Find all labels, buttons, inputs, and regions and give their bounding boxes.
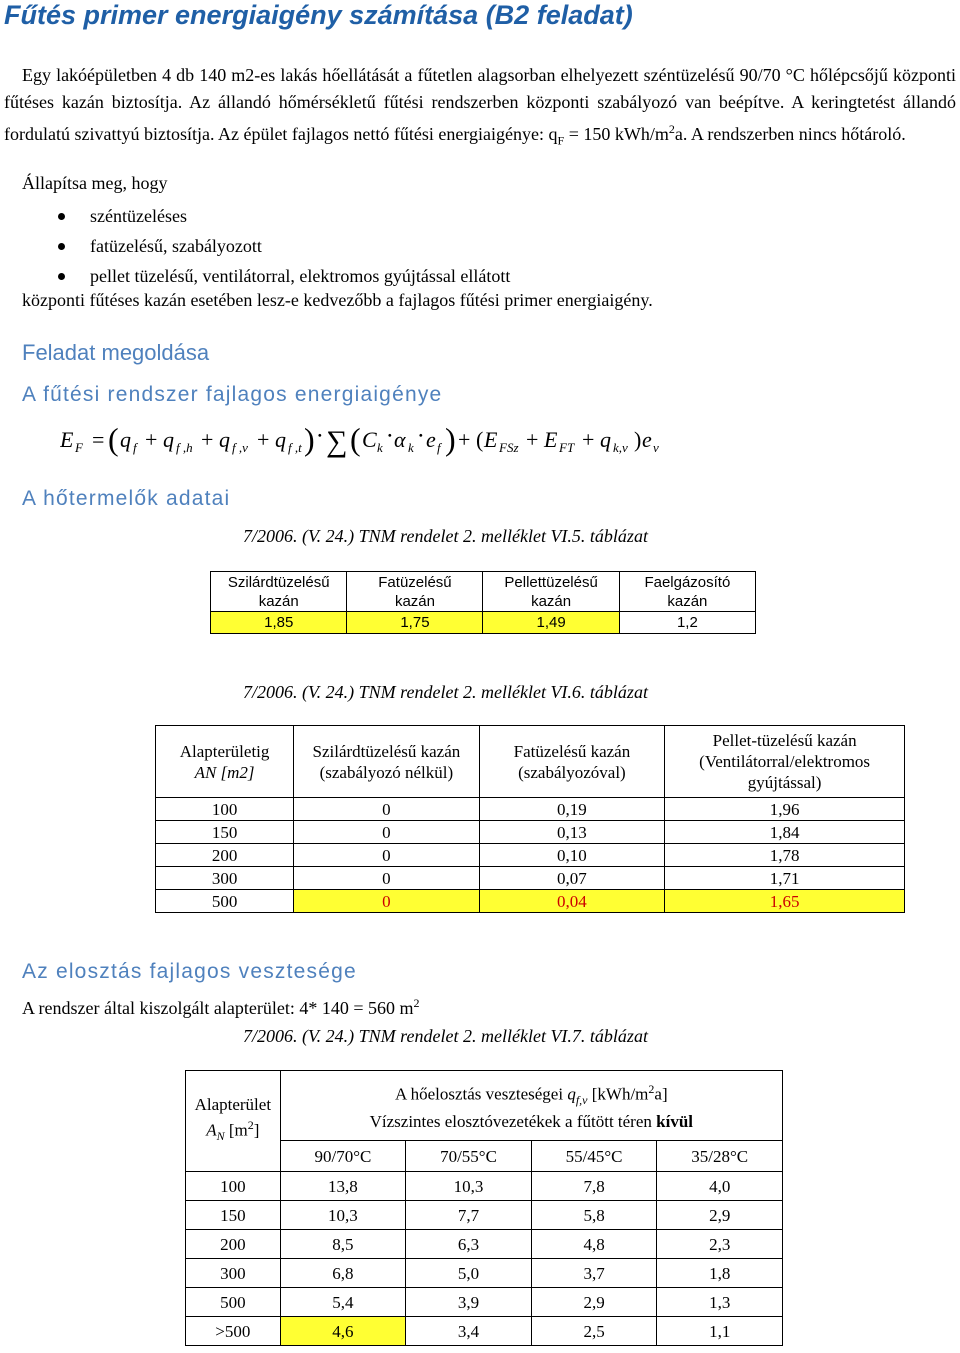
table-cell: 150 xyxy=(156,821,294,844)
table-cell: 7,7 xyxy=(406,1201,532,1230)
svg-text:q: q xyxy=(275,427,286,452)
table-cell: 3,9 xyxy=(406,1288,532,1317)
table-header-cell: Pellet-tüzelésű kazán (Ventilátorral/elektromos gyújtással) xyxy=(665,726,905,798)
svg-text:f ,t: f ,t xyxy=(288,440,302,455)
svg-text:e: e xyxy=(642,427,652,452)
table-cell: 200 xyxy=(186,1230,281,1259)
table-header-cell: Fatüzelésű kazán xyxy=(347,572,483,612)
svg-text:E: E xyxy=(544,427,558,452)
table-header-cell: Alapterület $A_N$ $[m^2]$ xyxy=(186,1071,281,1172)
intro-paragraph xyxy=(4,62,956,155)
table-header-cell: Alapterületig AN [m2] xyxy=(156,726,294,798)
table-header-cell: Fatüzelésű kazán (szabályozóval) xyxy=(479,726,665,798)
table-row xyxy=(156,867,905,890)
table-cell: 6,3 xyxy=(406,1230,532,1259)
svg-text:f ,v: f ,v xyxy=(232,440,248,455)
svg-text:f ,h: f ,h xyxy=(176,440,193,455)
q-superscript: 2 xyxy=(668,122,675,136)
q-subscript: F xyxy=(557,133,565,148)
svg-text:q: q xyxy=(600,427,611,452)
table-header-cell: Szilárdtüzelésű kazán (szabályozó nélkül) xyxy=(294,726,480,798)
table-cell: 100 xyxy=(186,1172,281,1201)
table-row xyxy=(186,1230,783,1259)
table-cell: 8,5 xyxy=(280,1230,406,1259)
table-cell: 500 xyxy=(186,1288,281,1317)
table-cell: 1,8 xyxy=(657,1259,783,1288)
svg-text:=: = xyxy=(92,427,105,452)
svg-text:): ) xyxy=(304,421,315,457)
table-cell: 4,8 xyxy=(531,1230,657,1259)
table-cell: 2,9 xyxy=(531,1288,657,1317)
svg-text:⋅: ⋅ xyxy=(386,423,394,448)
table-cell: 0,10 xyxy=(479,844,665,867)
q-tail: a. A rendszerben nincs hőtároló. xyxy=(674,124,906,144)
table-cell: 500 xyxy=(156,890,294,913)
svg-text:f: f xyxy=(133,440,137,455)
svg-text:q: q xyxy=(120,427,131,452)
table-cell: 1,85 xyxy=(211,612,347,634)
table-header-cell: 90/70°C xyxy=(280,1141,406,1172)
table-cell: 1,71 xyxy=(665,867,905,890)
svg-text:FT: FT xyxy=(559,440,575,455)
svg-text:+: + xyxy=(257,427,270,452)
svg-text:E: E xyxy=(60,427,74,452)
table-cell: 1,65 xyxy=(665,890,905,913)
table-cell: 1,78 xyxy=(665,844,905,867)
table-cell: 200 xyxy=(156,844,294,867)
table-cell: 0,13 xyxy=(479,821,665,844)
table-cell: 1,84 xyxy=(665,821,905,844)
table-header-cell: Faelgázosító kazán xyxy=(619,572,755,612)
table-caption-vi6: 7/2006. (V. 24.) TNM rendelet 2. melléklet VI.6. táblázat xyxy=(243,682,648,702)
svg-text:f: f xyxy=(437,440,441,455)
section-heading-distribution: Az elosztás fajlagos vesztesége xyxy=(22,960,357,983)
svg-text:+: + xyxy=(145,427,158,452)
energy-formula xyxy=(60,418,720,468)
served-area-text: A rendszer által kiszolgált alapterület: 4* 140 = 560 $m^2$ xyxy=(22,996,420,1018)
table-cell: 1,1 xyxy=(657,1317,783,1346)
table-cell: 3,4 xyxy=(406,1317,532,1346)
svg-text:+: + xyxy=(582,427,595,452)
table-group-header: A hőelosztás veszteségei $q_{f,v}$ $[kWh/m^2a]$ Vízszintes elosztóvezetékek a fűtött téren kívül xyxy=(280,1071,782,1141)
table-cell: 150 xyxy=(186,1201,281,1230)
table-header-cell: 55/45°C xyxy=(531,1141,657,1172)
table-caption-vi5: 7/2006. (V. 24.) TNM rendelet 2. melléklet VI.5. táblázat xyxy=(243,526,648,546)
page-title: Fűtés primer energiaigény számítása (B2 feladat) xyxy=(4,0,633,30)
question-closing: központi fűtéses kazán esetében lesz-e kedvezőbb a fajlagos fűtési primer energiaigény. xyxy=(22,290,653,310)
table-cell: 10,3 xyxy=(406,1172,532,1201)
table-cell: 0 xyxy=(294,890,480,913)
table-cell: 2,3 xyxy=(657,1230,783,1259)
table-cell: 1,49 xyxy=(483,612,619,634)
table-header-cell: 70/55°C xyxy=(406,1141,532,1172)
list-item: pellet tüzelésű, ventilátorral, elektromos gyújtással ellátott xyxy=(22,261,510,291)
generator-factor-table xyxy=(210,571,756,634)
svg-text:C: C xyxy=(362,427,377,452)
svg-text:q: q xyxy=(219,427,230,452)
svg-text:(: ( xyxy=(108,421,119,457)
table-row xyxy=(156,890,905,913)
table-cell: 13,8 xyxy=(280,1172,406,1201)
table-cell: 1,96 xyxy=(665,798,905,821)
svg-text:k: k xyxy=(377,440,383,455)
table-cell: 3,7 xyxy=(531,1259,657,1288)
list-item: széntüzeléses xyxy=(22,201,510,231)
auxiliary-energy-table xyxy=(155,725,905,913)
intro-text: Egy lakóépületben 4 db 140 m2-es lakás hőellátását a fűtetlen alagsorban elhelyezett széntüzelésű 90/70 °C hőlépcsőjű központi fűtéses kazán biztosítja. Az állandó hőmérsékletű fűtési rendszerben központi szabályozó van beépítve. A keringtetést állandó fordulatú szivattyú biztosítja. Az épület fajlagos nettó fűtési energiaigénye: xyxy=(4,65,956,144)
svg-text:FSz: FSz xyxy=(499,440,519,455)
table-cell: 2,9 xyxy=(657,1201,783,1230)
table-row xyxy=(186,1172,783,1201)
boiler-options-list xyxy=(22,201,510,291)
svg-text:∑: ∑ xyxy=(326,425,348,458)
table-header-cell: Pellettüzelésű kazán xyxy=(483,572,619,612)
svg-text:+: + xyxy=(201,427,214,452)
svg-text:F: F xyxy=(75,440,83,455)
table-row xyxy=(156,844,905,867)
table-cell: 300 xyxy=(186,1259,281,1288)
table-cell: 5,4 xyxy=(280,1288,406,1317)
table-cell: 0 xyxy=(294,821,480,844)
table-row xyxy=(186,1288,783,1317)
table-cell: 300 xyxy=(156,867,294,890)
svg-text:): ) xyxy=(445,421,456,457)
table-row xyxy=(186,1317,783,1346)
table-cell: 0 xyxy=(294,867,480,890)
table-cell: 100 xyxy=(156,798,294,821)
distribution-loss-table xyxy=(185,1070,783,1346)
table-cell: 0,07 xyxy=(479,867,665,890)
table-cell: 0,19 xyxy=(479,798,665,821)
table-cell: 0 xyxy=(294,798,480,821)
question-lead: Állapítsa meg, hogy xyxy=(22,173,168,193)
svg-text:v: v xyxy=(653,440,659,455)
svg-text:q: q xyxy=(163,427,174,452)
q-value: = 150 kWh/m xyxy=(564,124,669,144)
svg-text:+: + xyxy=(458,427,471,452)
table-cell: 4,6 xyxy=(280,1317,406,1346)
table-row xyxy=(211,612,756,634)
table-row xyxy=(186,1259,783,1288)
svg-text:k: k xyxy=(408,440,414,455)
svg-text:): ) xyxy=(634,427,642,452)
svg-text:⋅: ⋅ xyxy=(417,423,425,448)
table-cell: 4,0 xyxy=(657,1172,783,1201)
table-cell: 7,8 xyxy=(531,1172,657,1201)
table-cell: 0 xyxy=(294,844,480,867)
table-cell: 5,0 xyxy=(406,1259,532,1288)
table-cell: 1,2 xyxy=(619,612,755,634)
table-cell: >500 xyxy=(186,1317,281,1346)
solution-heading: Feladat megoldása xyxy=(22,340,210,365)
section-heading-generators: A hőtermelők adatai xyxy=(22,487,231,510)
table-cell: 5,8 xyxy=(531,1201,657,1230)
svg-text:e: e xyxy=(426,427,436,452)
table-cell: 10,3 xyxy=(280,1201,406,1230)
svg-text:α: α xyxy=(394,427,406,452)
svg-text:+: + xyxy=(526,427,539,452)
table-row xyxy=(186,1201,783,1230)
list-item: fatüzelésű, szabályozott xyxy=(22,231,510,261)
svg-text:⋅: ⋅ xyxy=(316,423,324,448)
table-header-cell: Szilárdtüzelésű kazán xyxy=(211,572,347,612)
table-row xyxy=(156,821,905,844)
table-cell: 0,04 xyxy=(479,890,665,913)
q-symbol: q xyxy=(548,124,558,144)
table-cell: 1,3 xyxy=(657,1288,783,1317)
table-cell: 1,75 xyxy=(347,612,483,634)
table-header-cell: 35/28°C xyxy=(657,1141,783,1172)
svg-text:k,v: k,v xyxy=(613,440,628,455)
table-cell: 6,8 xyxy=(280,1259,406,1288)
svg-text:E: E xyxy=(484,427,498,452)
table-row xyxy=(156,798,905,821)
section-heading-energy: A fűtési rendszer fajlagos energiaigénye xyxy=(22,383,443,406)
svg-text:(: ( xyxy=(350,421,361,457)
table-caption-vi7: 7/2006. (V. 24.) TNM rendelet 2. melléklet VI.7. táblázat xyxy=(243,1026,648,1046)
table-cell: 2,5 xyxy=(531,1317,657,1346)
svg-text:(: ( xyxy=(476,427,484,452)
